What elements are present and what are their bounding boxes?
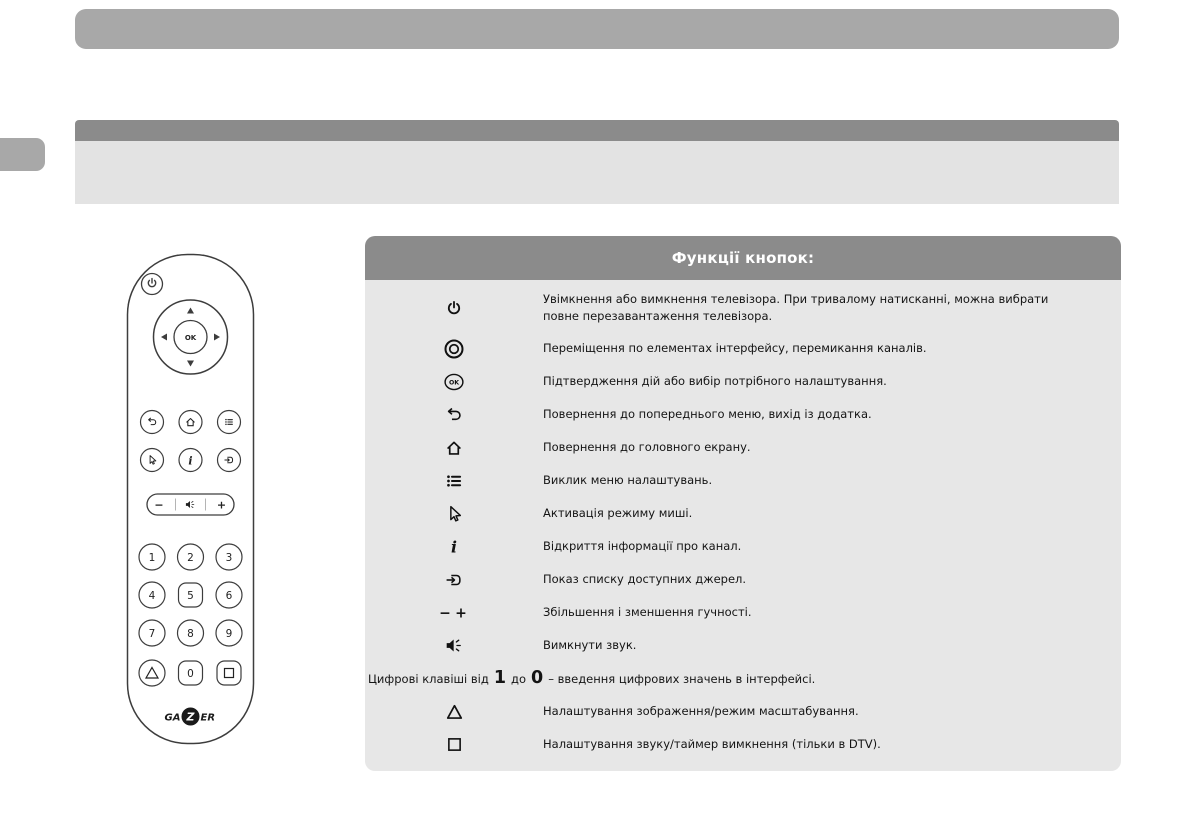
power-icon: [446, 300, 462, 317]
svg-text:6: 6: [225, 589, 233, 602]
section-header-bar: [75, 120, 1119, 141]
svg-text:GA: GA: [164, 712, 181, 724]
dpad-ring-icon: [444, 339, 464, 359]
function-icon-cell: [365, 300, 543, 317]
function-icon-cell: [365, 439, 543, 457]
volume-minus-plus-icon: [439, 605, 469, 621]
function-icon-cell: [365, 637, 543, 654]
digit-key-1-glyph: 1: [493, 667, 506, 688]
function-table-header: [365, 236, 1121, 280]
function-icon-cell: [365, 736, 543, 753]
digit-key-0-glyph: 0: [531, 667, 544, 688]
svg-text:i: i: [451, 537, 457, 556]
digit-keys-note-row: [365, 662, 1121, 695]
function-description: Увімкнення або вимкнення телевізора. При тривалому натисканні, можна вибрати повне перезавантаження телевізора.: [543, 292, 1049, 323]
function-row: [365, 332, 1121, 365]
function-icon-cell: [365, 538, 543, 556]
svg-text:5: 5: [187, 589, 194, 602]
svg-text:+: +: [455, 605, 467, 621]
info-icon: i: [188, 454, 193, 468]
function-description: Збільшення і зменшення гучності.: [543, 605, 752, 620]
triangle-icon: [445, 703, 464, 721]
top-banner: [75, 9, 1119, 49]
svg-text:9: 9: [225, 627, 233, 640]
function-row: [365, 284, 1121, 332]
function-description: Виклик меню налаштувань.: [543, 473, 713, 488]
function-icon-cell: [365, 571, 543, 589]
left-edge-tab: [0, 138, 45, 171]
svg-text:Z: Z: [186, 710, 195, 724]
svg-text:0: 0: [187, 667, 194, 680]
svg-text:4: 4: [148, 589, 156, 602]
function-row: [365, 530, 1121, 563]
digit-note-prefix: Цифрові клавіші від: [368, 671, 489, 686]
function-row: [365, 431, 1121, 464]
square-icon: [446, 736, 463, 753]
function-description: Підтвердження дій або вибір потрібного налаштування.: [543, 374, 887, 389]
function-icon-cell: [365, 339, 543, 359]
function-description: Повернення до попереднього меню, вихід із додатка.: [543, 407, 872, 422]
back-icon: [445, 406, 463, 424]
function-table-body: [365, 280, 1121, 771]
svg-text:8: 8: [187, 627, 194, 640]
function-row: [365, 629, 1121, 662]
function-row: [365, 365, 1121, 398]
info-icon: [445, 538, 463, 556]
digit-note-middle: до: [511, 671, 526, 686]
home-icon: [445, 439, 463, 457]
svg-text:7: 7: [148, 627, 156, 640]
menu-icon: [225, 419, 232, 425]
function-table-title: Функції кнопок:: [671, 249, 815, 267]
function-row: [365, 728, 1121, 761]
volume-plus-label: +: [216, 498, 227, 512]
function-icon-cell: [365, 406, 543, 424]
function-icon-cell: [365, 703, 543, 721]
digit-note-suffix: – введення цифрових значень в інтерфейсі.: [548, 671, 816, 686]
function-row: [365, 695, 1121, 728]
mute-icon: [445, 637, 464, 654]
function-row: [365, 563, 1121, 596]
function-icon-cell: [365, 472, 543, 490]
function-icon-cell: [365, 605, 543, 621]
function-row: [365, 398, 1121, 431]
svg-text:−: −: [439, 605, 451, 621]
svg-text:2: 2: [187, 551, 194, 564]
menu-icon: [445, 472, 463, 490]
function-description: Переміщення по елементах інтерфейсу, перемикання каналів.: [543, 341, 927, 356]
svg-text:1: 1: [148, 551, 156, 564]
function-description: Вимкнути звук.: [543, 638, 637, 653]
source-icon: [445, 571, 463, 589]
remote-control: [126, 253, 255, 745]
ok-button-icon: [444, 373, 464, 391]
function-row: [365, 596, 1121, 629]
function-icon-cell: [365, 505, 543, 523]
function-description: Повернення до головного екрану.: [543, 440, 751, 455]
volume-minus-label: −: [154, 498, 164, 512]
svg-text:OK: OK: [448, 379, 460, 387]
section-subheader-area: [75, 141, 1119, 204]
function-description: Налаштування зображення/режим масштабування.: [543, 704, 859, 719]
svg-text:ER: ER: [200, 712, 216, 724]
function-row: [365, 497, 1121, 530]
function-description: Відкриття інформації про канал.: [543, 539, 742, 554]
remote-illustration: [126, 253, 255, 749]
function-table: [365, 236, 1121, 771]
mouse-cursor-icon: [445, 505, 463, 523]
function-description: Активація режиму миші.: [543, 506, 693, 521]
remote-ok-label: OK: [184, 334, 197, 342]
function-row: [365, 464, 1121, 497]
svg-text:3: 3: [225, 551, 233, 564]
function-description: Налаштування звуку/таймер вимкнення (тільки в DTV).: [543, 737, 881, 752]
function-description: Показ списку доступних джерел.: [543, 572, 747, 587]
function-icon-cell: [365, 373, 543, 391]
